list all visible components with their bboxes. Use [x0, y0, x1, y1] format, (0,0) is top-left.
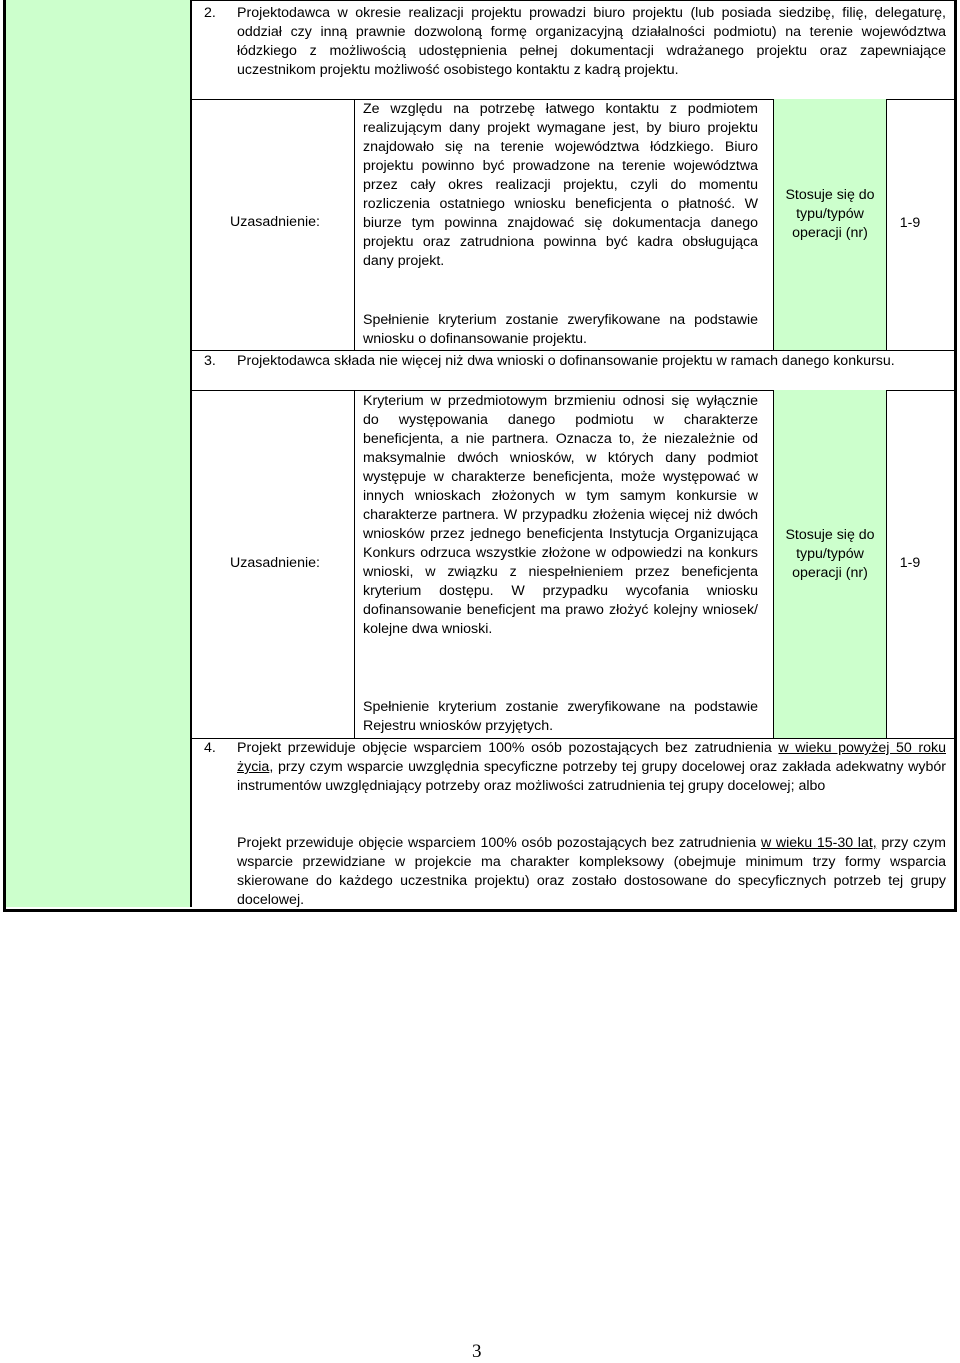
frame-right-border	[954, 0, 957, 912]
text-segment: , przy czym wsparcie uwzględnia specyficzne potrzeby tej grupy docelowej oraz zakłada adekwatny wybór instrumentów uwzględniający potrzeby oraz możliwości zatrudnienia tej grupy docelowej; albo	[237, 759, 946, 794]
applies-cell	[773, 390, 887, 739]
applies-label: Stosuje się do typu/typów operacji (nr)	[785, 527, 875, 581]
justification-text: Kryterium w przedmiotowym brzmieniu odnosi się wyłącznie do występowania danego podmiotu w charakterze beneficjenta, a nie partnera. Oznacza to, że niezależnie od maksymalnie dwóch wniosków, w których dany podmiot występuje w charakterze beneficjenta, może występować w innych wnioskach złożonych w tym samym konkursie w charakterze partnera. W przypadku złożenia więcej niż dwóch wniosków przez jednego beneficjenta Instytucja Organizująca Konkurs odrzuca wszystkie złożone w odpowiedzi na konkurs wnioski, w związku z niespełnieniem przez beneficjenta kryterium dostępu. W przypadku wycofania wniosku dofinansowanie beneficjent ma prawo złożyć kolejny wniosek/ kolejne dwa wnioski.	[363, 393, 758, 637]
criterion-text: Projektodawca składa nie więcej niż dwa wnioski o dofinansowanie projektu w ramach danego konkursu.	[237, 353, 895, 369]
text-segment: Projekt przewiduje objęcie wsparciem 100% osób pozostających bez zatrudnienia	[237, 740, 779, 756]
applies-value: 1-9	[899, 555, 921, 571]
row-divider	[192, 350, 954, 351]
justification-text: Ze względu na potrzebę łatwego kontaktu z podmiotem realizującym dany projekt wymagane jest, by biuro projektu znajdowało się na terenie województwa łódzkiego. Biuro projektu powinno być prowadzone na terenie województwa przez cały okres realizacji projektu, czyli do momentu rozliczenia ostatniego wniosku beneficjenta o płatność. W biurze tym powinna znajdować się dokumentacja danego projektu oraz zatrudniona powinna być kadra obsługująca dany projekt.	[363, 101, 758, 269]
criterion-text-option-a	[237, 739, 946, 796]
verification-text: Spełnienie kryterium zostanie zweryfikowane na podstawie Rejestru wniosków przyjętych.	[363, 699, 758, 734]
page-number: 3	[472, 1341, 482, 1362]
applies-label: Stosuje się do typu/typów operacji (nr)	[785, 187, 875, 241]
criterion-text: Projektodawca w okresie realizacji projektu prowadzi biuro projektu (lub posiada siedzibę, filię, delegaturę, oddział czy inną prawnie dozwoloną formę organizacyjną działalności podmiotu) na terenie województwa łódzkiego z możliwością udostępnienia pełnej dokumentacji wdrażanego projektu oraz zapewniające uczestnikom projektu możliwość osobistego kontaktu z kadrą projektu.	[237, 5, 946, 78]
cell-divider	[354, 99, 355, 351]
justification-label: Uzasadnienie:	[230, 555, 320, 571]
criterion-number: 3.	[204, 353, 216, 369]
text-segment: przy czym wsparcie przewidziane w projekcie ma charakter kompleksowy (obejmuje minimum trzy formy wsparcia skierowane do każdego uczestnika projektu) oraz zostało dostosowane do specyficznych potrzeb tej grupy docelowej.	[237, 835, 946, 908]
underlined-segment: w wieku 15-30 lat,	[760, 835, 877, 851]
underlined-segment: w wieku powyżej 50 roku życia	[237, 740, 946, 775]
left-green-column	[6, 0, 192, 907]
criterion-number: 4.	[204, 740, 216, 756]
criterion-text-option-b	[237, 834, 946, 910]
text-segment: Projekt przewiduje objęcie wsparciem 100% osób pozostających bez zatrudnienia	[237, 835, 761, 851]
top-border	[192, 0, 954, 1]
justification-label: Uzasadnienie:	[230, 214, 320, 230]
applies-cell	[773, 99, 887, 351]
frame-left-border	[3, 0, 6, 912]
verification-text: Spełnienie kryterium zostanie zweryfikowane na podstawie wniosku o dofinansowanie projektu.	[363, 312, 758, 347]
criterion-number: 2.	[204, 5, 216, 21]
cell-divider	[354, 390, 355, 739]
applies-value: 1-9	[899, 215, 921, 231]
